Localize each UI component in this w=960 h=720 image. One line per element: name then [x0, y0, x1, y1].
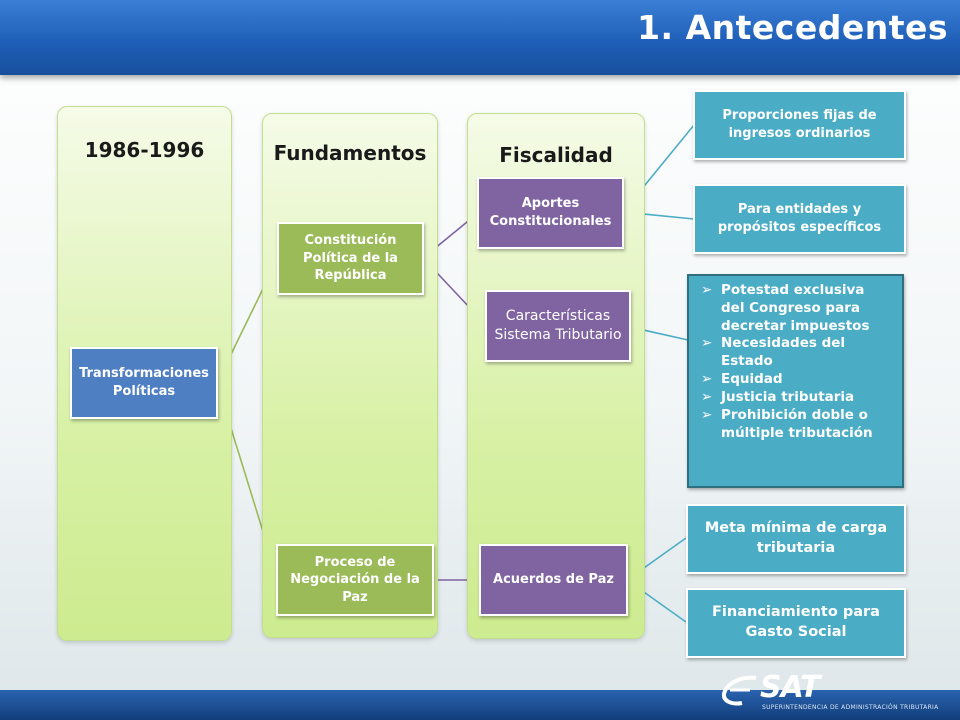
node-label: Proceso de Negociación de la Paz	[290, 554, 420, 605]
logo-subtext: SUPERINTENDENCIA DE ADMINISTRACIÓN TRIBUTARIA	[762, 704, 939, 711]
list-item	[701, 335, 892, 371]
caracteristicas-list-box	[687, 274, 904, 488]
list-item-text: Potestad exclusiva del Congreso para decretar impuestos	[721, 282, 870, 334]
logo-text: SAT	[760, 670, 820, 705]
arrow-bullet-icon: ➢	[701, 282, 713, 298]
arrow-bullet-icon: ➢	[701, 388, 713, 405]
column-heading: Fiscalidad	[499, 143, 613, 167]
node-entidades-propositos	[693, 184, 906, 254]
list-item-text: Justicia tributaria	[721, 388, 855, 405]
node-proporciones-fijas	[693, 90, 906, 160]
node-label: Acuerdos de Paz	[493, 572, 614, 588]
caracteristicas-list	[701, 282, 892, 442]
list-item	[701, 407, 892, 443]
node-label: Financiamiento para Gasto Social	[712, 604, 880, 640]
node-constitucion	[277, 222, 424, 295]
list-item	[701, 282, 892, 335]
node-label: Meta mínima de carga tributaria	[704, 520, 888, 556]
node-label: Constitución Política de la República	[303, 233, 398, 284]
node-caracteristicas-sistema	[485, 290, 631, 362]
node-label: Para entidades y propósitos específicos	[717, 202, 882, 235]
node-acuerdos-de-paz	[479, 544, 628, 616]
column-heading: 1986-1996	[84, 138, 205, 162]
node-label: Aportes Constitucionales	[489, 196, 612, 229]
list-item-text: Equidad	[721, 371, 783, 388]
node-financiamiento	[686, 588, 906, 658]
node-label: Transformaciones Políticas	[79, 366, 209, 399]
node-transformaciones-politicas	[70, 347, 218, 419]
arrow-bullet-icon: ➢	[701, 371, 713, 388]
node-label: Características Sistema Tributario	[494, 308, 622, 343]
sat-logo	[720, 670, 939, 718]
page-title: 1. Antecedentes	[637, 8, 948, 47]
list-item	[701, 389, 892, 407]
column-heading: Fundamentos	[273, 141, 427, 165]
sat-swoosh-icon	[720, 674, 760, 708]
arrow-bullet-icon: ➢	[701, 406, 713, 423]
arrow-bullet-icon: ➢	[701, 335, 713, 352]
node-label: Proporciones fijas de ingresos ordinarios	[722, 108, 877, 141]
node-aportes-constitucionales	[477, 177, 624, 249]
node-meta-minima	[686, 504, 906, 574]
list-item-text: Necesidades del Estado	[721, 335, 846, 370]
list-item	[701, 371, 892, 389]
node-proceso-negociacion	[276, 544, 434, 616]
list-item-text: Prohibición doble o múltiple tributación	[721, 406, 873, 441]
